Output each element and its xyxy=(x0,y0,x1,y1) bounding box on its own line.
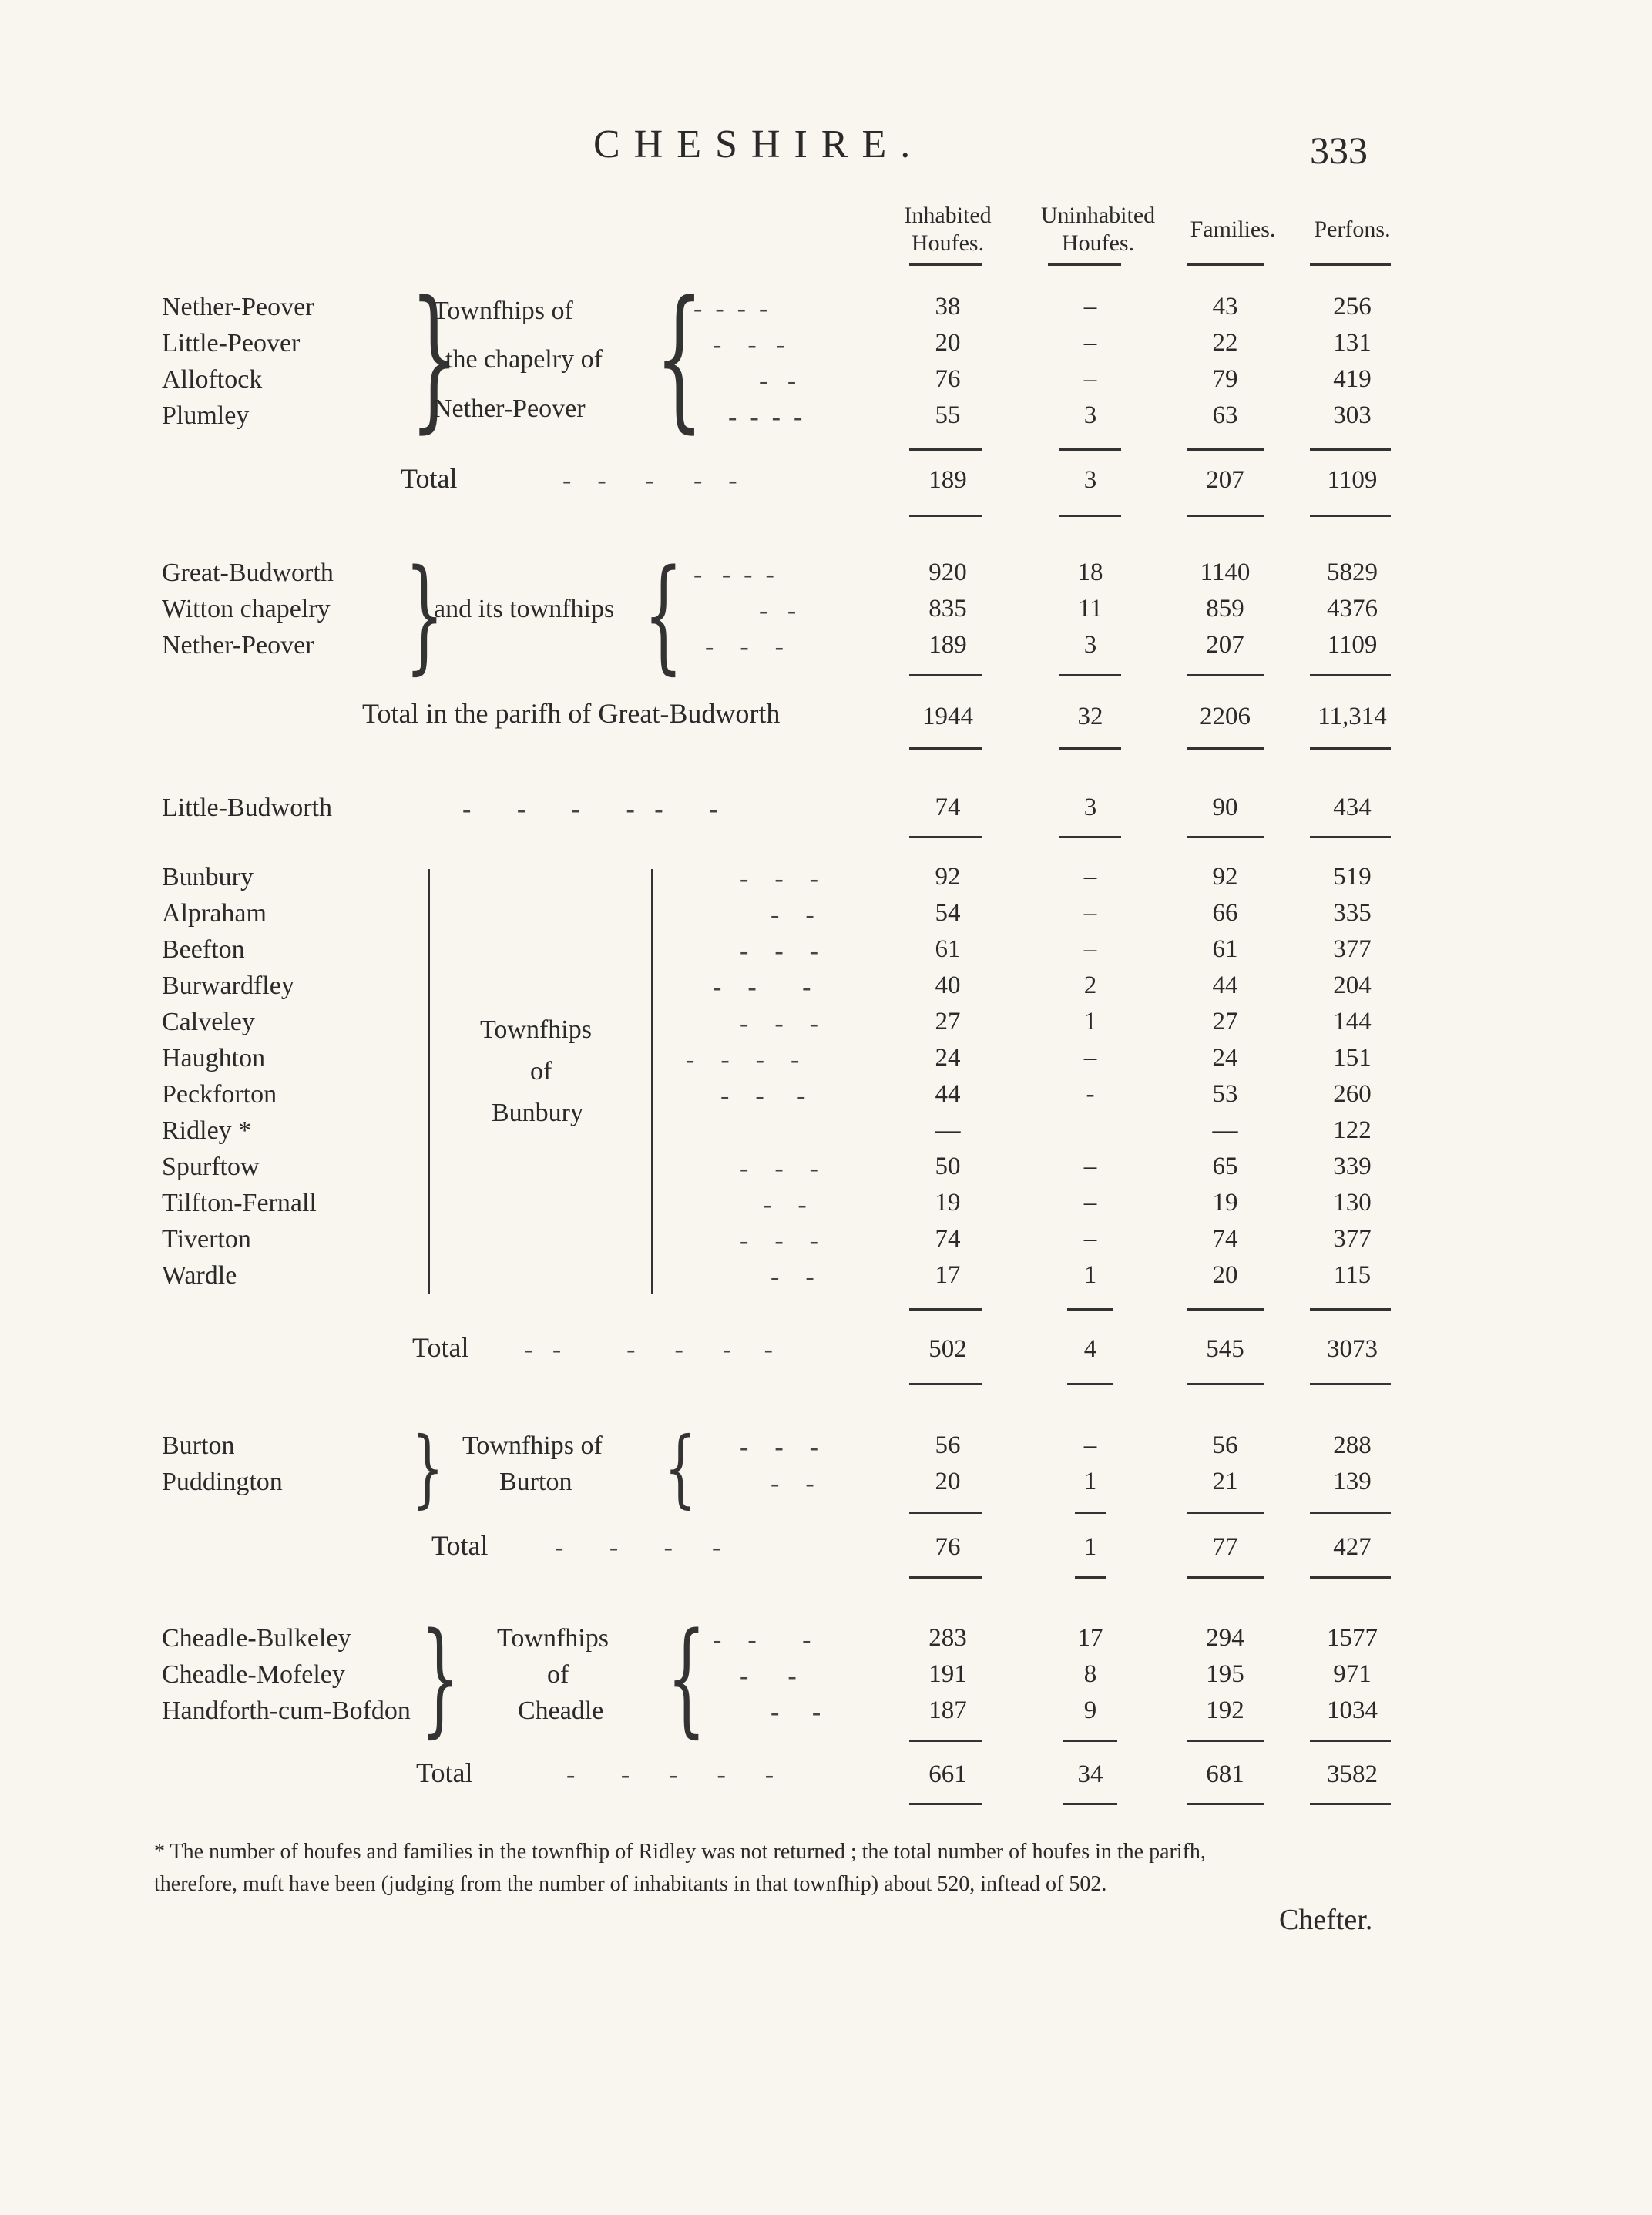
footnote-line: therefore, muft have been (judging from the number of inhabitants in that townfhip) about 520, inftead of 502. xyxy=(154,1872,1107,1896)
group-label: Cheadle xyxy=(518,1696,604,1725)
row-name: Calveley xyxy=(162,1008,255,1036)
rule xyxy=(1187,747,1264,750)
cell: 61 xyxy=(935,935,961,963)
cell: 294 xyxy=(1206,1624,1244,1652)
rule xyxy=(1059,747,1121,750)
cell: – xyxy=(1083,1153,1097,1180)
rule xyxy=(909,1308,982,1311)
leader-dots: - - xyxy=(771,1263,814,1291)
group-label: Nether-Peover xyxy=(433,394,586,423)
total-cell: 189 xyxy=(928,466,967,494)
cell: 5829 xyxy=(1327,559,1378,586)
cell: – xyxy=(1083,1044,1097,1072)
cell: 1140 xyxy=(1200,559,1251,586)
cell: 38 xyxy=(935,293,961,321)
rule xyxy=(1063,1740,1117,1742)
total-cell: 77 xyxy=(1212,1533,1238,1561)
cell: 17 xyxy=(1077,1624,1103,1652)
total-label: Total xyxy=(431,1530,489,1561)
total-cell: 207 xyxy=(1206,466,1244,494)
cell: 151 xyxy=(1333,1044,1372,1072)
cell: 377 xyxy=(1333,1225,1372,1253)
row-name: Tiverton xyxy=(162,1225,251,1253)
cell: 44 xyxy=(1212,972,1238,999)
row-name: Beefton xyxy=(162,935,245,964)
rule xyxy=(909,448,982,451)
leader-dots: - - - xyxy=(740,1009,818,1038)
rule xyxy=(1059,448,1121,451)
cell: – xyxy=(1083,329,1097,357)
leader-dots: - - - - xyxy=(693,560,774,589)
rule xyxy=(909,674,982,676)
cell: 419 xyxy=(1333,365,1372,393)
rule xyxy=(909,1576,982,1579)
total-cell: 3073 xyxy=(1327,1335,1378,1363)
rule xyxy=(909,515,982,517)
group-label: and its townfhips xyxy=(434,595,615,623)
total-cell: 681 xyxy=(1206,1760,1244,1788)
row-name: Wardle xyxy=(162,1261,237,1290)
cell: 8 xyxy=(1083,1660,1097,1688)
total-cell: 76 xyxy=(935,1533,961,1561)
cell: 24 xyxy=(935,1044,961,1072)
row-name: Alloftock xyxy=(162,365,263,394)
leader-dots: - - - - xyxy=(728,403,803,431)
cell: 11 xyxy=(1078,595,1103,623)
cell: 191 xyxy=(928,1660,967,1688)
total-label: Total xyxy=(401,463,458,494)
row-name: Little-Budworth xyxy=(162,794,332,822)
row-name: Cheadle-Bulkeley xyxy=(162,1624,351,1653)
col-persons: Perfons. xyxy=(1314,216,1391,242)
cell: 74 xyxy=(935,1225,961,1253)
cell: 122 xyxy=(1333,1116,1372,1144)
right-brace: { xyxy=(664,1418,697,1517)
leader-dots: - - - - - xyxy=(562,466,737,495)
rule xyxy=(1310,1803,1391,1805)
cell: 971 xyxy=(1333,1660,1372,1688)
cell: 1034 xyxy=(1327,1696,1378,1724)
cell: — xyxy=(1212,1116,1238,1144)
cell: – xyxy=(1083,365,1097,393)
total-cell: 1944 xyxy=(922,703,973,730)
cell: 24 xyxy=(1212,1044,1238,1072)
col-families: Families. xyxy=(1190,216,1276,242)
left-brace: } xyxy=(411,1418,444,1517)
cell: 92 xyxy=(935,863,961,891)
group-label: of xyxy=(530,1057,552,1086)
rule xyxy=(1187,1308,1264,1311)
cell: 195 xyxy=(1206,1660,1244,1688)
leader-dots: - - xyxy=(771,1469,814,1498)
cell: 131 xyxy=(1333,329,1372,357)
cell: 339 xyxy=(1333,1153,1372,1180)
leader-dots: - - - xyxy=(740,937,818,965)
left-brace: } xyxy=(405,542,445,686)
cell: 22 xyxy=(1212,329,1238,357)
group-label: Townfhips of xyxy=(433,297,573,325)
cell: 1 xyxy=(1083,1008,1097,1035)
row-name: Bunbury xyxy=(162,863,254,891)
row-name: Witton chapelry xyxy=(162,595,331,623)
rule xyxy=(1075,1576,1106,1579)
col-inhabited: Inhabited Houfes. xyxy=(904,203,992,256)
leader-dots: - - - xyxy=(713,1626,811,1654)
cell: 55 xyxy=(935,401,961,429)
leader-dots: - - - xyxy=(740,1227,818,1255)
cell: 2 xyxy=(1083,972,1097,999)
rule xyxy=(909,836,982,838)
rule xyxy=(1187,515,1264,517)
cell: — xyxy=(935,1116,961,1144)
left-brace: } xyxy=(409,268,459,448)
cell: 260 xyxy=(1333,1080,1372,1108)
rule xyxy=(1067,1383,1113,1385)
rule xyxy=(1059,836,1121,838)
cell: 43 xyxy=(1212,293,1238,321)
cell: 17 xyxy=(935,1261,961,1289)
row-name: Nether-Peover xyxy=(162,293,314,321)
left-brace: } xyxy=(420,1606,460,1750)
cell: 192 xyxy=(1206,1696,1244,1724)
row-name: Burton xyxy=(162,1431,235,1460)
rule xyxy=(1187,1512,1264,1514)
rule xyxy=(1187,1740,1264,1742)
cell: 27 xyxy=(935,1008,961,1035)
total-cell: 427 xyxy=(1333,1533,1372,1561)
brace-line-left xyxy=(428,869,430,1294)
cell: 63 xyxy=(1212,401,1238,429)
total-cell: 32 xyxy=(1077,703,1103,730)
cell: 189 xyxy=(928,631,967,659)
leader-dots: - - - - xyxy=(555,1533,721,1562)
leader-dots: - - xyxy=(771,901,814,929)
cell: 283 xyxy=(928,1624,967,1652)
cell: 19 xyxy=(1212,1189,1238,1217)
leader-dots: - - - xyxy=(720,1082,806,1110)
row-name: Tilfton-Fernall xyxy=(162,1189,317,1217)
group-label: of xyxy=(547,1660,569,1689)
rule xyxy=(1187,448,1264,451)
brace-line-right xyxy=(651,869,653,1294)
cell: 139 xyxy=(1333,1468,1372,1495)
cell: 144 xyxy=(1333,1008,1372,1035)
cell: 204 xyxy=(1333,972,1372,999)
cell: 40 xyxy=(935,972,961,999)
cell: 74 xyxy=(1212,1225,1238,1253)
total-label: Total xyxy=(416,1757,473,1788)
header-rule xyxy=(1310,263,1391,266)
rule xyxy=(1310,747,1391,750)
cell: 90 xyxy=(1212,794,1238,821)
total-label: Total xyxy=(412,1332,469,1363)
row-name: Great-Budworth xyxy=(162,559,334,587)
cell: 56 xyxy=(1212,1431,1238,1459)
cell: 1 xyxy=(1083,1468,1097,1495)
leader-dots: - - - - - xyxy=(566,1760,774,1789)
rule xyxy=(1067,1308,1113,1311)
rule xyxy=(1310,1308,1391,1311)
cell: 18 xyxy=(1077,559,1103,586)
catchword: Chefter. xyxy=(1279,1904,1373,1936)
cell: 20 xyxy=(935,1468,961,1495)
row-name: Alpraham xyxy=(162,899,267,928)
cell: – xyxy=(1083,1225,1097,1253)
rule xyxy=(1059,515,1121,517)
cell: 3 xyxy=(1083,401,1097,429)
cell: 288 xyxy=(1333,1431,1372,1459)
rule xyxy=(909,747,982,750)
row-name: Puddington xyxy=(162,1468,283,1496)
cell: 74 xyxy=(935,794,961,821)
cell: 1577 xyxy=(1327,1624,1378,1652)
group-label: Townfhips of xyxy=(462,1431,603,1460)
header-rule xyxy=(1187,263,1264,266)
header-rule xyxy=(1048,263,1121,266)
footnote-line: * The number of houfes and families in the townfhip of Ridley was not returned ; the total number of houfes in the parifh, xyxy=(154,1840,1206,1864)
cell: 54 xyxy=(935,899,961,927)
total-cell: 34 xyxy=(1077,1760,1103,1788)
leader-dots: - - - xyxy=(740,1154,818,1183)
cell: 56 xyxy=(935,1431,961,1459)
cell: 920 xyxy=(928,559,967,586)
cell: 377 xyxy=(1333,935,1372,963)
rule xyxy=(1187,1803,1264,1805)
row-name: Burwardfley xyxy=(162,972,294,1000)
total-cell: 1109 xyxy=(1327,466,1378,494)
leader-dots: - - - xyxy=(740,1433,818,1462)
cell: 187 xyxy=(928,1696,967,1724)
row-name: Cheadle-Mofeley xyxy=(162,1660,345,1689)
total-cell: 661 xyxy=(928,1760,967,1788)
cell: 50 xyxy=(935,1153,961,1180)
cell: 207 xyxy=(1206,631,1244,659)
right-brace: { xyxy=(667,1606,707,1750)
cell: 61 xyxy=(1212,935,1238,963)
cell: – xyxy=(1083,1189,1097,1217)
cell: 76 xyxy=(935,365,961,393)
cell: 20 xyxy=(1212,1261,1238,1289)
running-title: CHESHIRE. xyxy=(593,122,925,166)
cell: 519 xyxy=(1333,863,1372,891)
rule xyxy=(909,1512,982,1514)
cell: 79 xyxy=(1212,365,1238,393)
rule xyxy=(909,1740,982,1742)
row-name: Peckforton xyxy=(162,1080,277,1109)
total-cell: 11,314 xyxy=(1318,703,1387,730)
row-name: Little-Peover xyxy=(162,329,301,357)
cell: 130 xyxy=(1333,1189,1372,1217)
row-name: Haughton xyxy=(162,1044,266,1072)
row-name: Ridley * xyxy=(162,1116,252,1145)
cell: 1109 xyxy=(1327,631,1378,659)
cell: 434 xyxy=(1333,794,1372,821)
cell: – xyxy=(1083,1431,1097,1459)
group-label: Townfhips xyxy=(480,1015,592,1044)
total-label: Total in the parifh of Great-Budworth xyxy=(362,698,781,729)
total-cell: 2206 xyxy=(1200,703,1251,730)
leader-dots: - - xyxy=(759,367,797,395)
page-number: 333 xyxy=(1310,129,1368,172)
rule xyxy=(909,1803,982,1805)
leader-dots: - - - xyxy=(705,633,784,661)
cell: 859 xyxy=(1206,595,1244,623)
right-brace: { xyxy=(643,542,683,686)
row-name: Nether-Peover xyxy=(162,631,314,659)
cell: 835 xyxy=(928,595,967,623)
header-rule xyxy=(909,263,982,266)
rule xyxy=(1075,1512,1106,1514)
rule xyxy=(1310,674,1391,676)
cell: 21 xyxy=(1212,1468,1238,1495)
leader-dots: - - xyxy=(771,1698,821,1727)
cell: 115 xyxy=(1333,1261,1372,1289)
rule xyxy=(1187,674,1264,676)
cell: – xyxy=(1083,863,1097,891)
total-cell: 502 xyxy=(928,1335,967,1363)
cell: 4376 xyxy=(1327,595,1378,623)
row-name: Handforth-cum-Bofdon xyxy=(162,1696,411,1725)
rule xyxy=(1310,1383,1391,1385)
cell: 27 xyxy=(1212,1008,1238,1035)
total-cell: 4 xyxy=(1083,1335,1097,1363)
rule xyxy=(1310,515,1391,517)
rule xyxy=(1063,1803,1117,1805)
cell: 3 xyxy=(1083,794,1097,821)
group-label: Bunbury xyxy=(492,1099,583,1127)
group-label: Townfhips xyxy=(497,1624,609,1653)
col-uninhabited: Uninhabited Houfes. xyxy=(1040,203,1156,256)
leader-dots: - - - xyxy=(740,864,818,893)
cell: 9 xyxy=(1083,1696,1097,1724)
total-cell: 3582 xyxy=(1327,1760,1378,1788)
leader-dots: - - - - xyxy=(686,1045,800,1074)
cell: 256 xyxy=(1333,293,1372,321)
leader-dots: - - xyxy=(763,1190,807,1219)
cell: 92 xyxy=(1212,863,1238,891)
total-cell: 545 xyxy=(1206,1335,1244,1363)
row-name: Spurftow xyxy=(162,1153,260,1181)
cell: 1 xyxy=(1083,1261,1097,1289)
rule xyxy=(1310,448,1391,451)
cell: 53 xyxy=(1212,1080,1238,1108)
cell: 20 xyxy=(935,329,961,357)
leader-dots: - - xyxy=(740,1662,797,1690)
cell: – xyxy=(1083,935,1097,963)
leader-dots: - - - - - - xyxy=(524,1335,773,1364)
cell: 303 xyxy=(1333,401,1372,429)
rule xyxy=(1310,836,1391,838)
rule xyxy=(1187,836,1264,838)
leader-dots: - - xyxy=(759,596,797,625)
rule xyxy=(1187,1576,1264,1579)
leader-dots: - - - - xyxy=(693,294,768,323)
cell: 3 xyxy=(1083,631,1097,659)
rule xyxy=(909,1383,982,1385)
leader-dots: - - - - - - xyxy=(462,795,718,824)
cell: 65 xyxy=(1212,1153,1238,1180)
cell: – xyxy=(1083,899,1097,927)
cell: 44 xyxy=(935,1080,961,1108)
rule xyxy=(1310,1512,1391,1514)
cell: – xyxy=(1083,293,1097,321)
group-label: Burton xyxy=(499,1468,572,1496)
total-cell: 3 xyxy=(1083,466,1097,494)
rule xyxy=(1059,674,1121,676)
cell: 335 xyxy=(1333,899,1372,927)
group-label: the chapelry of xyxy=(445,345,603,374)
rule xyxy=(1310,1576,1391,1579)
rule xyxy=(1187,1383,1264,1385)
row-name: Plumley xyxy=(162,401,250,430)
leader-dots: - - - xyxy=(713,331,785,359)
cell: - xyxy=(1086,1080,1095,1108)
cell: 66 xyxy=(1212,899,1238,927)
right-brace: { xyxy=(654,268,704,448)
leader-dots: - - - xyxy=(713,973,811,1002)
total-cell: 1 xyxy=(1083,1533,1097,1561)
rule xyxy=(1310,1740,1391,1742)
cell: 19 xyxy=(935,1189,961,1217)
